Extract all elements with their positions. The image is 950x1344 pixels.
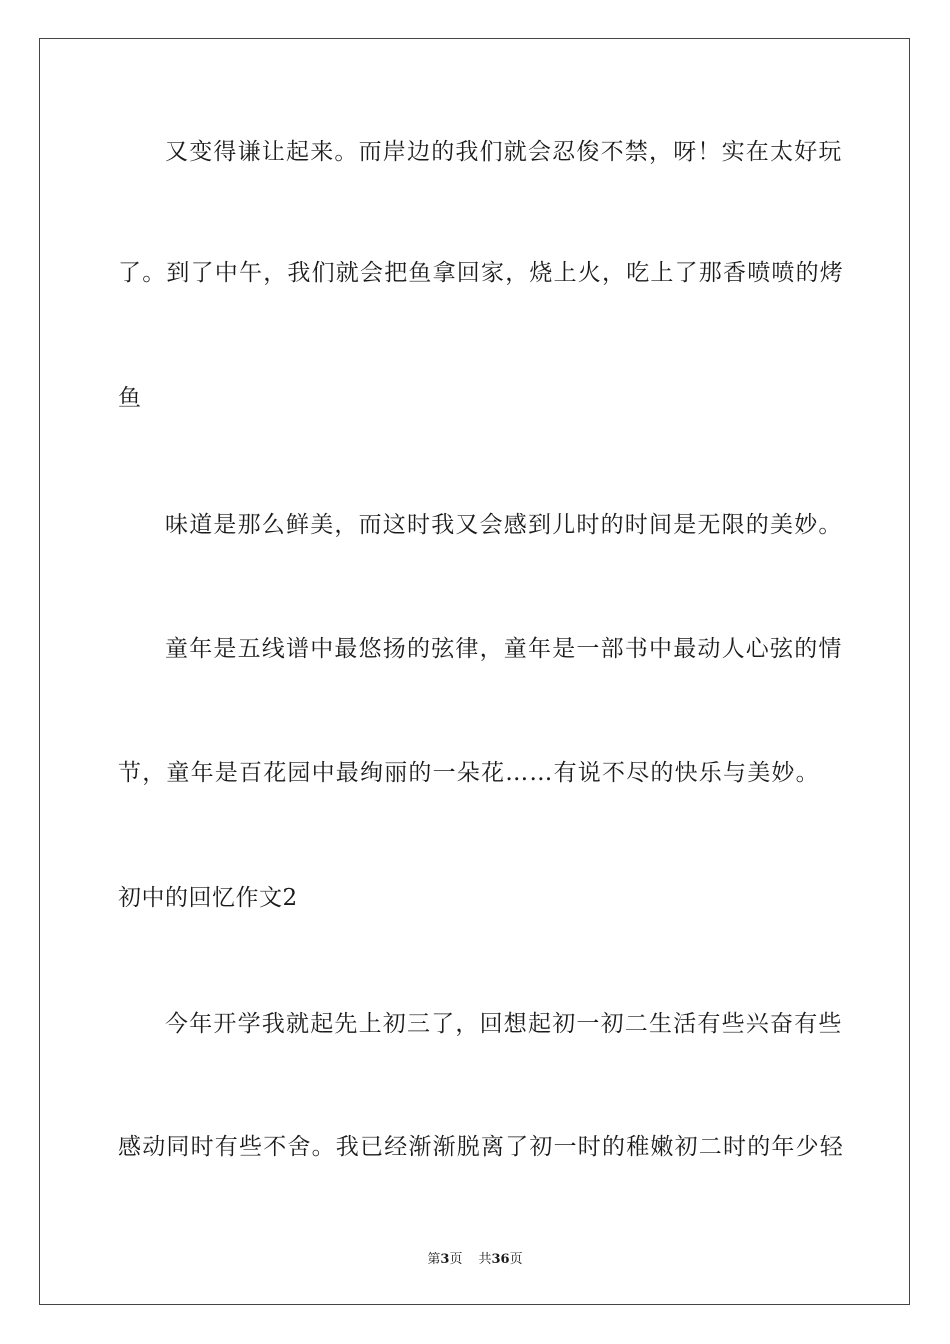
- paragraph-line-4: 味道是那么鲜美，而这时我又会感到儿时的时间是无限的美妙。: [165, 512, 843, 538]
- page-suffix: 页: [449, 1252, 463, 1267]
- total-pages: 36: [491, 1252, 510, 1267]
- page-number: 3: [440, 1252, 450, 1267]
- page-frame: [39, 38, 910, 1305]
- paragraph-line-5: 童年是五线谱中最悠扬的弦律，童年是一部书中最动人心弦的情: [165, 636, 843, 662]
- paragraph-line-7: 今年开学我就起先上初三了，回想起初一初二生活有些兴奋有些: [165, 1011, 843, 1037]
- paragraph-line-3: 鱼: [118, 385, 143, 411]
- page-prefix: 第: [427, 1252, 441, 1267]
- paragraph-line-8: 感动同时有些不舍。我已经渐渐脱离了初一时的稚嫩初二时的年少轻: [118, 1134, 844, 1160]
- section-heading: 初中的回忆作文2: [118, 885, 298, 911]
- total-prefix: 共: [478, 1252, 492, 1267]
- paragraph-line-2: 了。到了中午，我们就会把鱼拿回家，烧上火，吃上了那香喷喷的烤: [118, 260, 844, 286]
- page-footer: [0, 1248, 950, 1267]
- total-suffix: 页: [509, 1252, 523, 1267]
- paragraph-line-1: 又变得谦让起来。而岸边的我们就会忍俊不禁，呀！实在太好玩: [165, 139, 843, 165]
- paragraph-line-6: 节，童年是百花园中最绚丽的一朵花……有说不尽的快乐与美妙。: [118, 760, 820, 786]
